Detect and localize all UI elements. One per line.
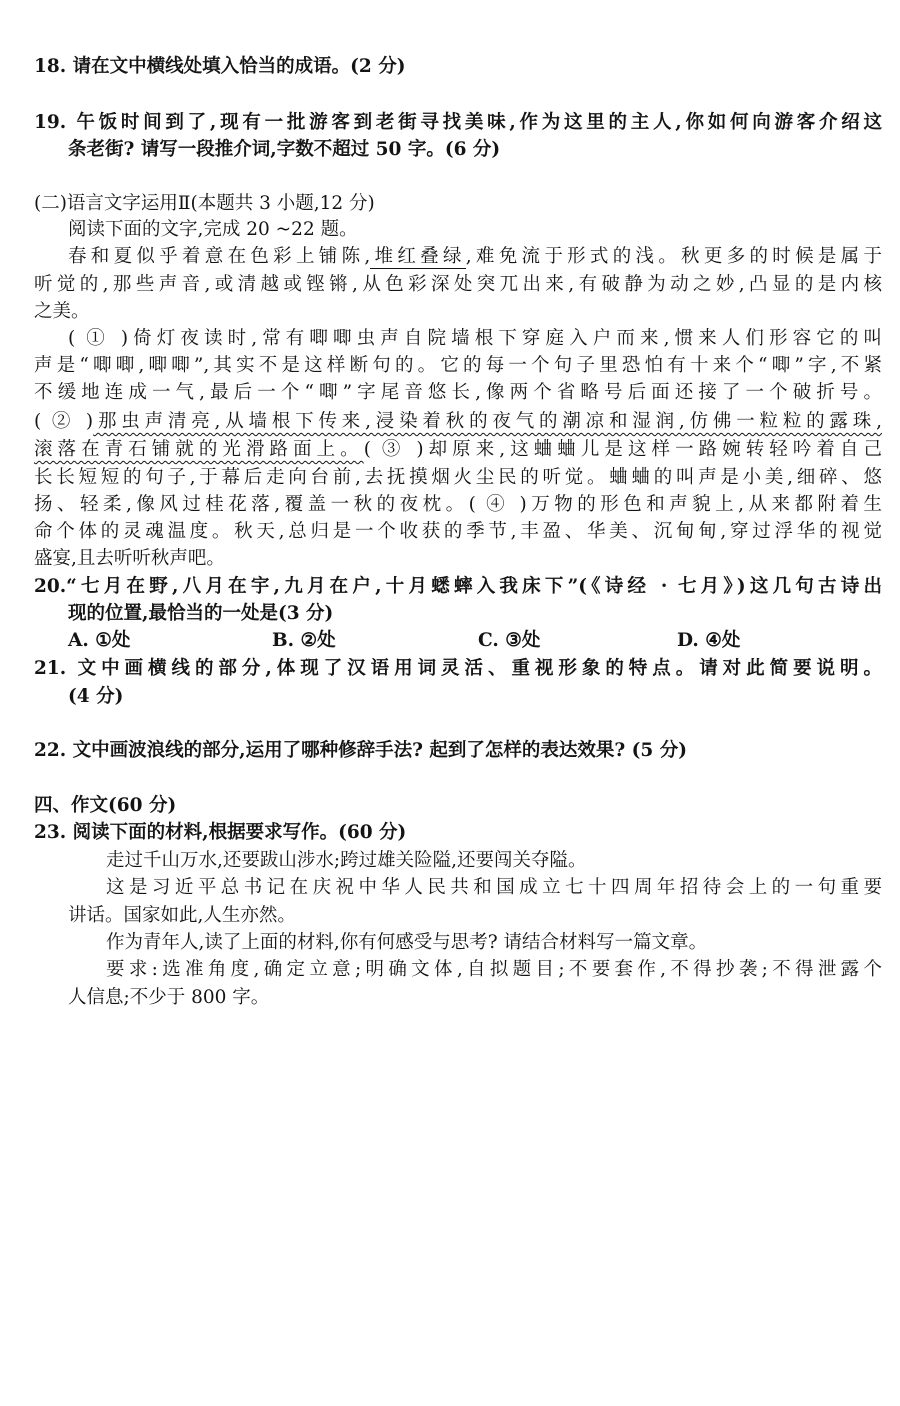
passage-text: 春和夏似乎着意在色彩上铺陈, (68, 246, 371, 267)
question-20-line-2: 现的位置,最恰当的一处是(3 分) (68, 603, 334, 624)
passage-line: 之美。 (34, 301, 90, 322)
wavy-underlined-text: 滚落在青石铺就的光滑路面上。 (34, 439, 364, 460)
section-2-instruction: 阅读下面的文字,完成 20 ~22 题。 (68, 219, 358, 240)
blank-marker-2: ( ② ) (34, 411, 94, 432)
passage-text: ( ③ )却原来,这蛐蛐儿是这样一路婉转轻吟着自己 (363, 439, 882, 460)
passage-line: ( ① )倚灯夜读时,常有唧唧虫声自院墙根下穿庭入户而来,惯来人们形容它的叫 (68, 328, 882, 349)
material-line: 讲话。国家如此,人生亦然。 (68, 905, 296, 926)
question-21-line-1: 21. 文中画横线的部分,体现了汉语用词灵活、重视形象的特点。请对此简要说明。 (34, 658, 882, 679)
section-2-title: (二)语言文字运用Ⅱ(本题共 3 小题,12 分) (34, 193, 375, 214)
question-22: 22. 文中画波浪线的部分,运用了哪种修辞手法? 起到了怎样的表达效果? (5 分) (34, 740, 687, 761)
section-4-title: 四、作文(60 分) (34, 795, 177, 816)
passage-text: ,难免流于形式的浅。秋更多的时候是属于 (465, 246, 882, 267)
passage-line: 听觉的,那些声音,或清越或铿锵,从色彩深处突兀出来,有破静为动之妙,凸显的是内核 (34, 274, 882, 295)
passage-line: 扬、轻柔,像风过桂花落,覆盖一秋的夜枕。( ④ )万物的形色和声貌上,从来都附着生 (34, 494, 882, 515)
passage-line (34, 409, 882, 435)
passage-line: 不缓地连成一气,最后一个“唧”字尾音悠长,像两个省略号后面还接了一个破折号。 (34, 382, 882, 403)
passage-line (34, 437, 882, 463)
option-d: D. ④处 (677, 630, 741, 651)
material-line: 走过千山万水,还要跋山涉水;跨过雄关险隘,还要闯关夺隘。 (106, 850, 587, 871)
wavy-underlined-text: 那虫声清亮,从墙根下传来,浸染着秋的夜气的潮凉和湿润,仿佛一粒粒的露珠, (93, 411, 882, 432)
passage-line: 声是“唧唧,唧唧”,其实不是这样断句的。它的每一个句子里恐怕有十来个“唧”字,不紧 (34, 355, 882, 376)
prompt-line: 作为青年人,读了上面的材料,你有何感受与思考? 请结合材料写一篇文章。 (106, 932, 708, 953)
question-21-line-2: (4 分) (68, 686, 124, 707)
question-19-line-2: 条老街? 请写一段推介词,字数不超过 50 字。(6 分) (68, 139, 501, 160)
requirements-line: 人信息;不少于 800 字。 (68, 987, 270, 1008)
passage-line: 长长短短的句子,于幕后走向台前,去抚摸烟火尘民的听觉。蛐蛐的叫声是小美,细碎、悠 (34, 467, 882, 488)
question-23: 23. 阅读下面的材料,根据要求写作。(60 分) (34, 822, 407, 843)
option-b: B. ②处 (272, 630, 336, 651)
passage-line: 命个体的灵魂温度。秋天,总归是一个收获的季节,丰盈、华美、沉甸甸,穿过浮华的视觉 (34, 521, 882, 542)
requirements-line: 要求:选准角度,确定立意;明确文体,自拟题目;不要套作,不得抄袭;不得泄露个 (106, 959, 882, 980)
question-19-line-1: 19. 午饭时间到了,现有一批游客到老街寻找美味,作为这里的主人,你如何向游客介绍这 (34, 112, 882, 133)
passage-line: 盛宴,且去听听秋声吧。 (34, 548, 225, 569)
option-c: C. ③处 (478, 630, 541, 651)
option-a: A. ①处 (68, 630, 131, 651)
material-line: 这是习近平总书记在庆祝中华人民共和国成立七十四周年招待会上的一句重要 (106, 877, 882, 898)
question-18: 18. 请在文中横线处填入恰当的成语。(2 分) (34, 56, 406, 77)
question-20-line-1: 20.“七月在野,八月在宇,九月在户,十月蟋蟀入我床下”(《诗经 · 七月》)这几句古诗出 (34, 576, 882, 597)
passage-line (68, 244, 882, 270)
underlined-phrase: 堆红叠绿 (370, 246, 466, 267)
